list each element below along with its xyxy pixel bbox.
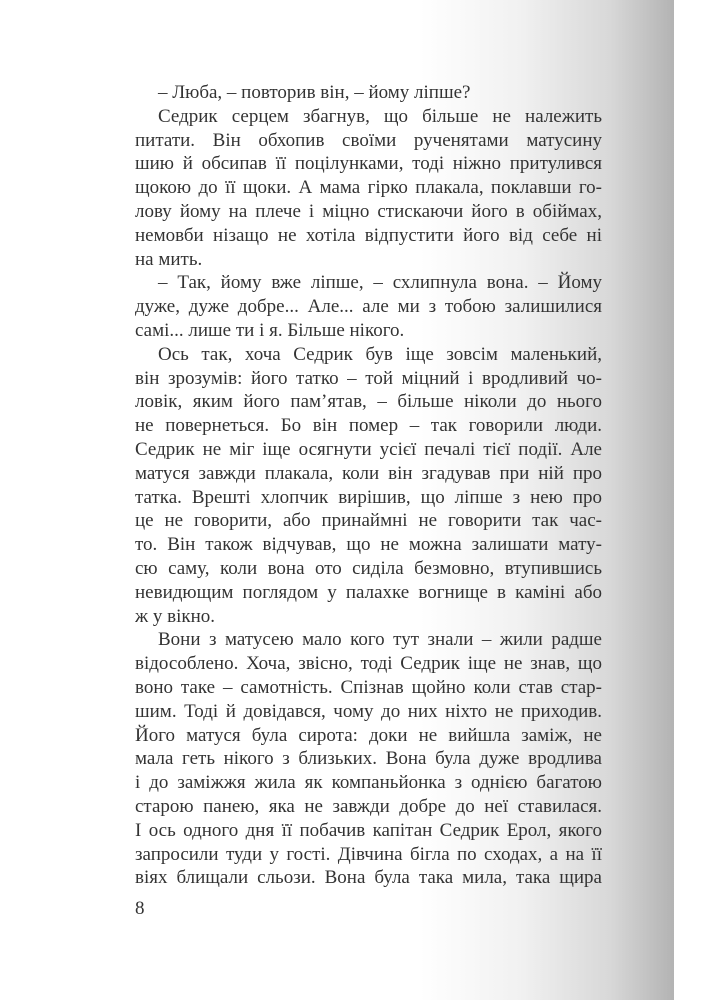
text-line: немовби нізащо не хотіла відпустити його від себе ні	[135, 224, 602, 246]
text-line: дуже, дуже добре... Але... але ми з тобою залишилися	[135, 296, 602, 318]
text-line: Ось так, хоча Седрик був іще зовсім маленький,	[158, 343, 602, 365]
text-line: щокою до її щоки. А мама гірко плакала, поклавши го-	[135, 177, 602, 199]
text-line: Вони з матусею мало кого тут знали – жили радше	[158, 629, 602, 651]
text-line: – Люба, – повторив він, – йому ліпше?	[158, 82, 471, 103]
text-line: відособлено. Хоча, звісно, тоді Седрик іще не знав, що	[135, 653, 602, 675]
text-line: запросили туди у гості. Дівчина бігла по сходах, а на її	[135, 843, 602, 865]
text-line: самі... лише ти і я. Більше нікого.	[135, 319, 405, 341]
text-line: татка. Врешті хлопчик вирішив, що ліпше з нею про	[135, 486, 602, 508]
text-line: шим. Тоді й довідався, чому до них ніхто не приходив.	[135, 700, 602, 722]
text-line: Седрик серцем збагнув, що більше не належить	[158, 105, 602, 127]
text-line: ж у вікно.	[135, 605, 216, 627]
page-number: 8	[135, 898, 145, 919]
text-line: сю саму, коли вона ото сиділа безмовно, втупившись	[135, 557, 602, 579]
text-line: шию й обсипав її поцілунками, тоді ніжно притулився	[135, 153, 602, 175]
text-line: невидющим поглядом у палахке вогнище в каміні або	[135, 581, 602, 603]
text-line: матуся завжди плакала, коли він згадував при ній про	[135, 462, 602, 484]
text-line: не повернеться. Бо він помер – так говорили люди.	[135, 415, 602, 437]
text-line: Його матуся була сирота: доки не вийшла заміж, не	[135, 724, 602, 746]
text-line: лову йому на плече і міцно стискаючи його в обіймах,	[135, 200, 602, 222]
body-text	[135, 81, 602, 890]
text-line: ловік, яким його пам’ятав, – більше ніколи до нього	[135, 391, 602, 413]
text-line: І ось одного дня її побачив капітан Седрик Ерол, якого	[135, 819, 602, 841]
text-line: на мить.	[135, 248, 203, 270]
text-line: віях блищали сльози. Вона була така мила, така щира	[135, 867, 602, 889]
text-line: воно таке – самотність. Спізнав щойно коли став стар-	[135, 676, 602, 698]
text-line: він зрозумів: його татко – той міцний і вродливий чо-	[135, 367, 602, 389]
text-line: старою панею, яка не завжди добре до неї ставилася.	[135, 795, 602, 817]
text-line: то. Він також відчував, що не можна залишати мату-	[135, 534, 602, 556]
text-line: питати. Він обхопив своїми рученятами матусину	[135, 129, 602, 151]
text-line: Седрик не міг іще осягнути усієї печалі тієї події. Але	[135, 438, 602, 460]
text-line: це не говорити, або принаймні не говорити так час-	[135, 510, 602, 532]
text-line: і до заміжжя жила як компаньйонка з однією багатою	[135, 772, 602, 794]
text-line: мала геть нікого з близьких. Вона була дуже вродлива	[135, 748, 602, 770]
text-line: – Так, йому вже ліпше, – схлипнула вона. – Йому	[158, 272, 602, 294]
